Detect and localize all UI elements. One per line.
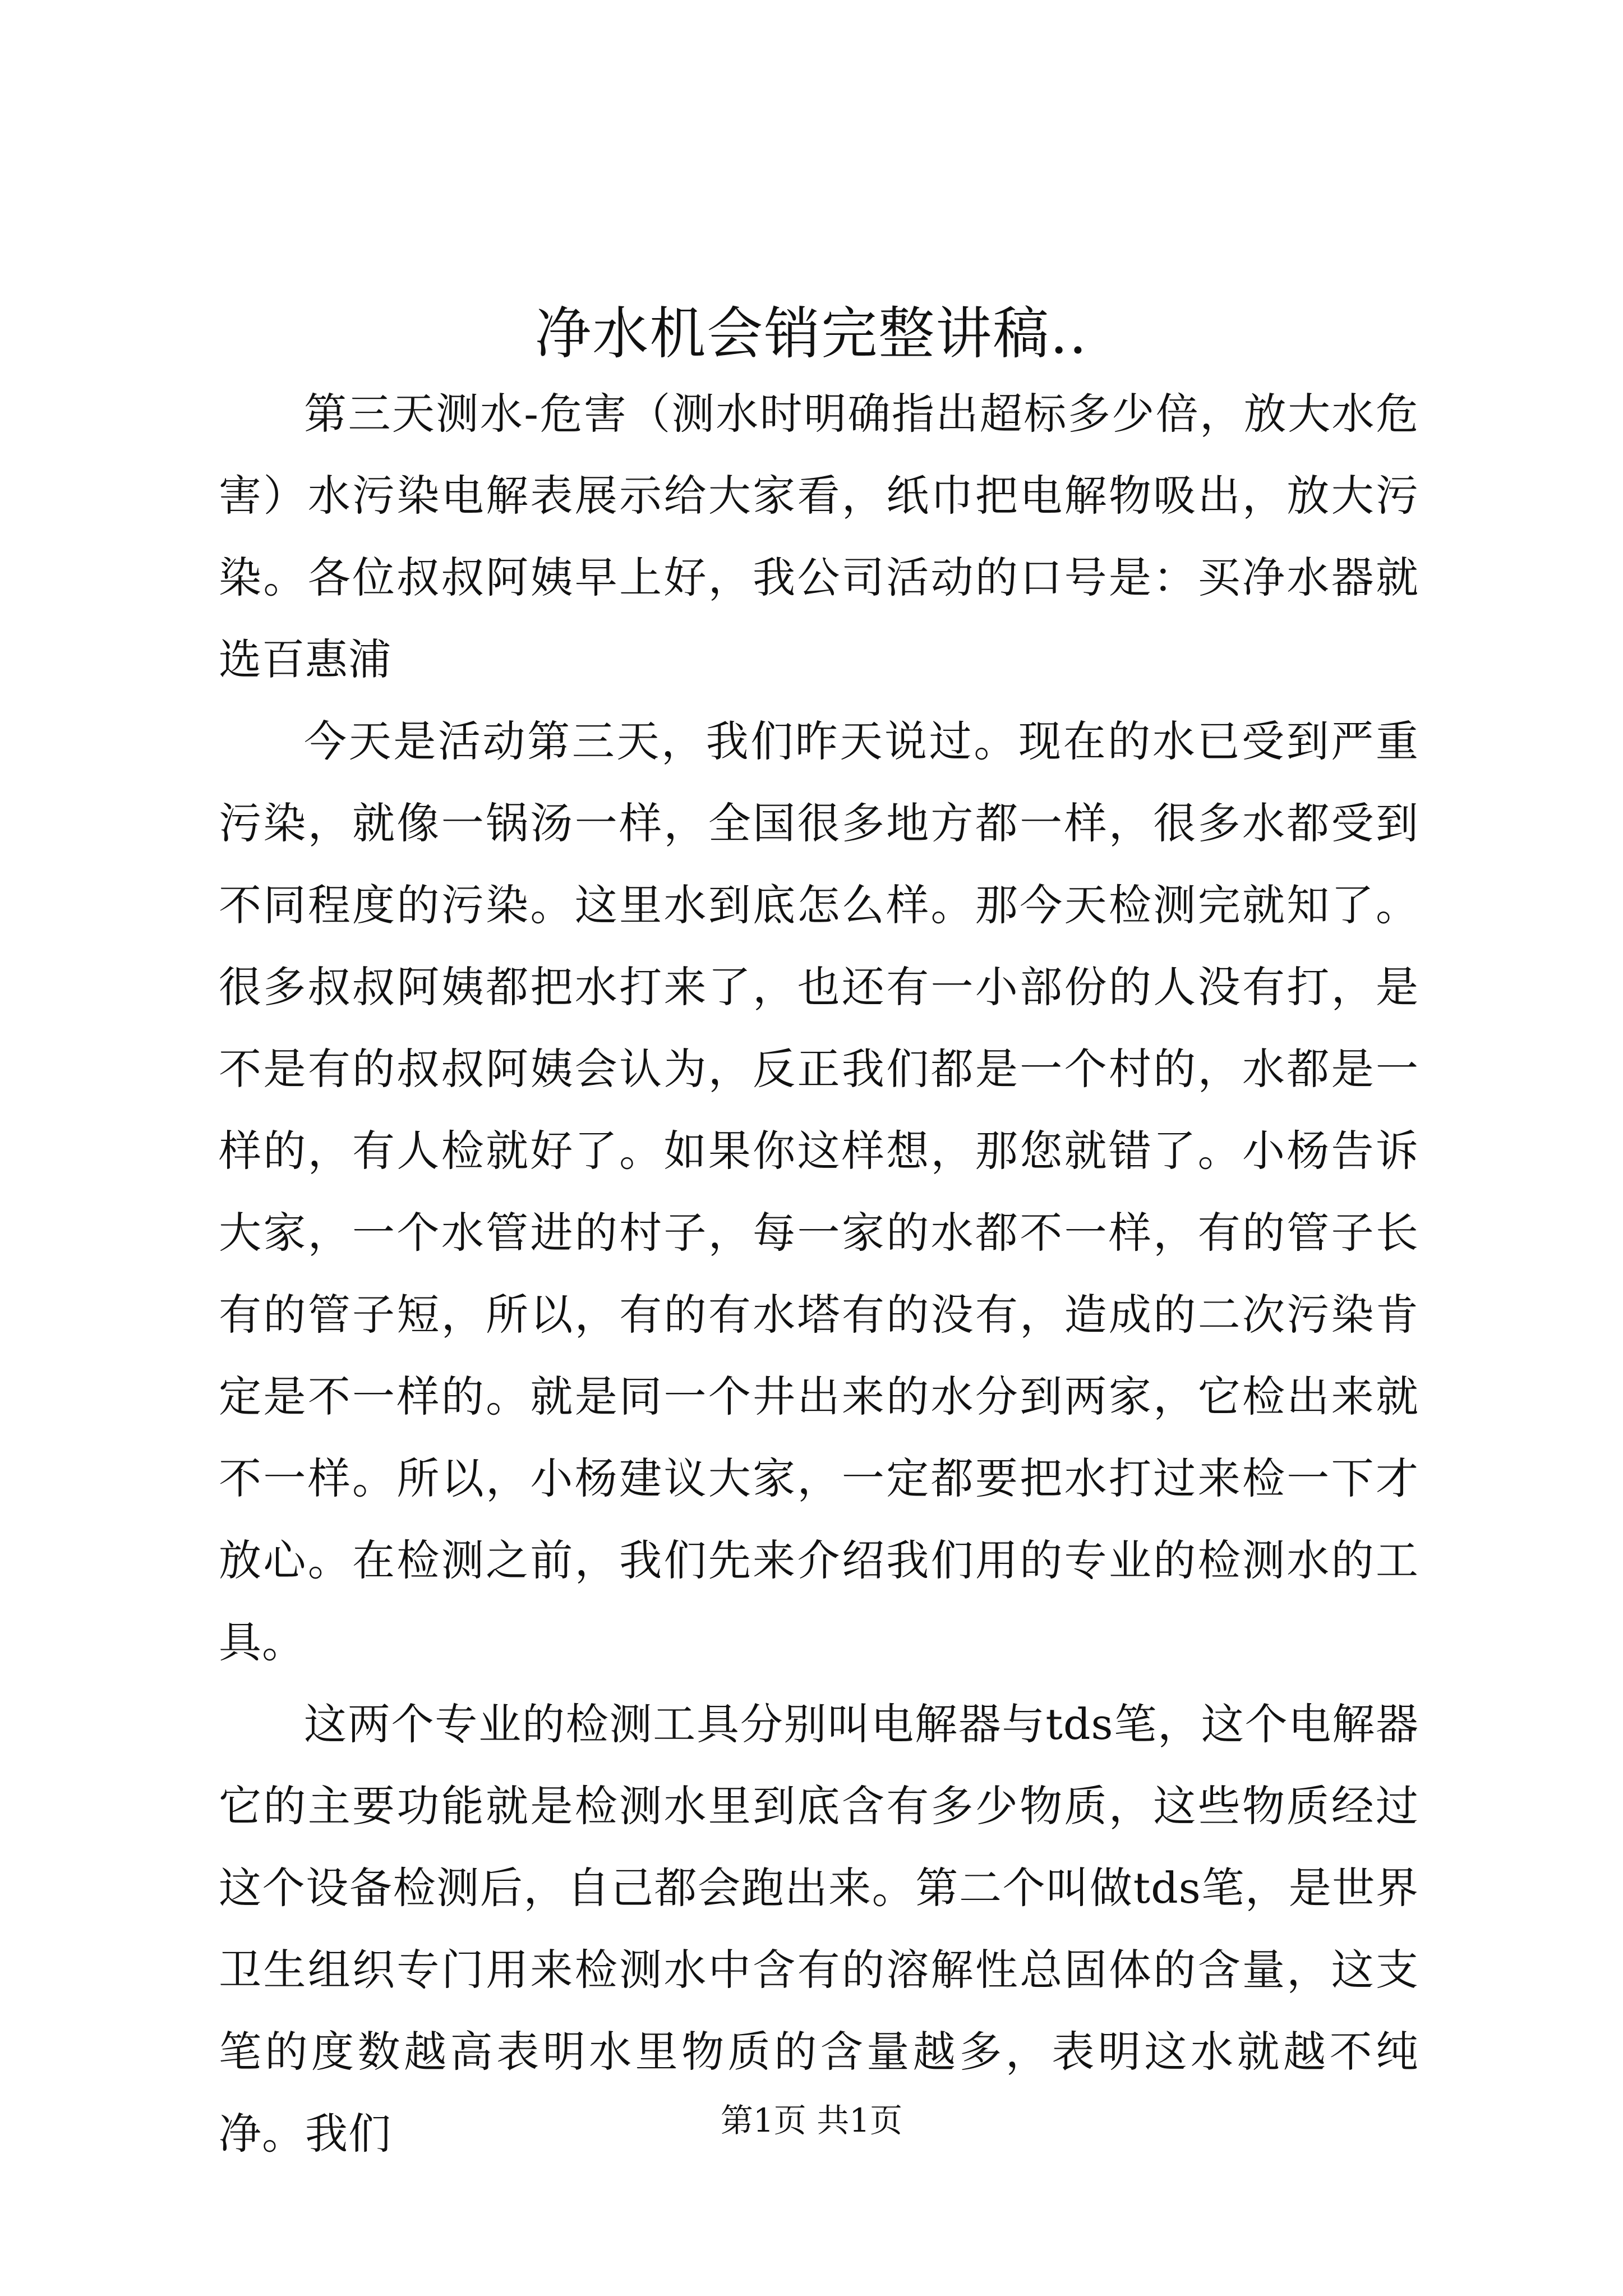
paragraph-1: 第三天测水-危害（测水时明确指出超标多少倍，放大水危害）水污染电解表展示给大家看，纸巾把电解物吸出，放大污染。各位叔叔阿姨早上好，我公司活动的口号是：买净水器就选百惠浦 [219,389,1419,684]
paragraph-2: 今天是活动第三天，我们昨天说过。现在的水已受到严重污染，就像一锅汤一样，全国很多地方都一样，很多水都受到不同程度的污染。这里水到底怎么样。那今天检测完就知了。很多叔叔阿姨都把水打来了，也还有一小部份的人没有打，是不是有的叔叔阿姨会认为，反正我们都是一个村的，水都是一样的，有人检就好了。如果你这样想，那您就错了。小杨告诉大家，一个水管进的村子，每一家的水都不一样，有的管子长有的管子短，所以，有的有水塔有的没有，造成的二次污染肯定是不一样的。就是同一个井出来的水分到两家，它检出来就不一样。所以，小杨建议大家，一定都要把水打过来检一下才放心。在检测之前，我们先来介绍我们用的专业的检测水的工具。 [219,716,1419,1667]
page-number-label: 第1页 共1页 [720,2101,903,2139]
page-footer [0,2098,1623,2143]
document-title: 净水机会销完整讲稿.. [535,301,1088,366]
document-body [219,373,1419,2175]
paragraph-3: 这两个专业的检测工具分别叫电解器与tds笔，这个电解器它的主要功能就是检测水里到底含有多少物质，这些物质经过这个设备检测后，自己都会跑出来。第二个叫做tds笔，是世界卫生组织专门用来检测水中含有的溶解性总固体的含量，这支笔的度数越高表明水里物质的含量越多，表明这水就越不纯净。我们 [219,1699,1419,2159]
